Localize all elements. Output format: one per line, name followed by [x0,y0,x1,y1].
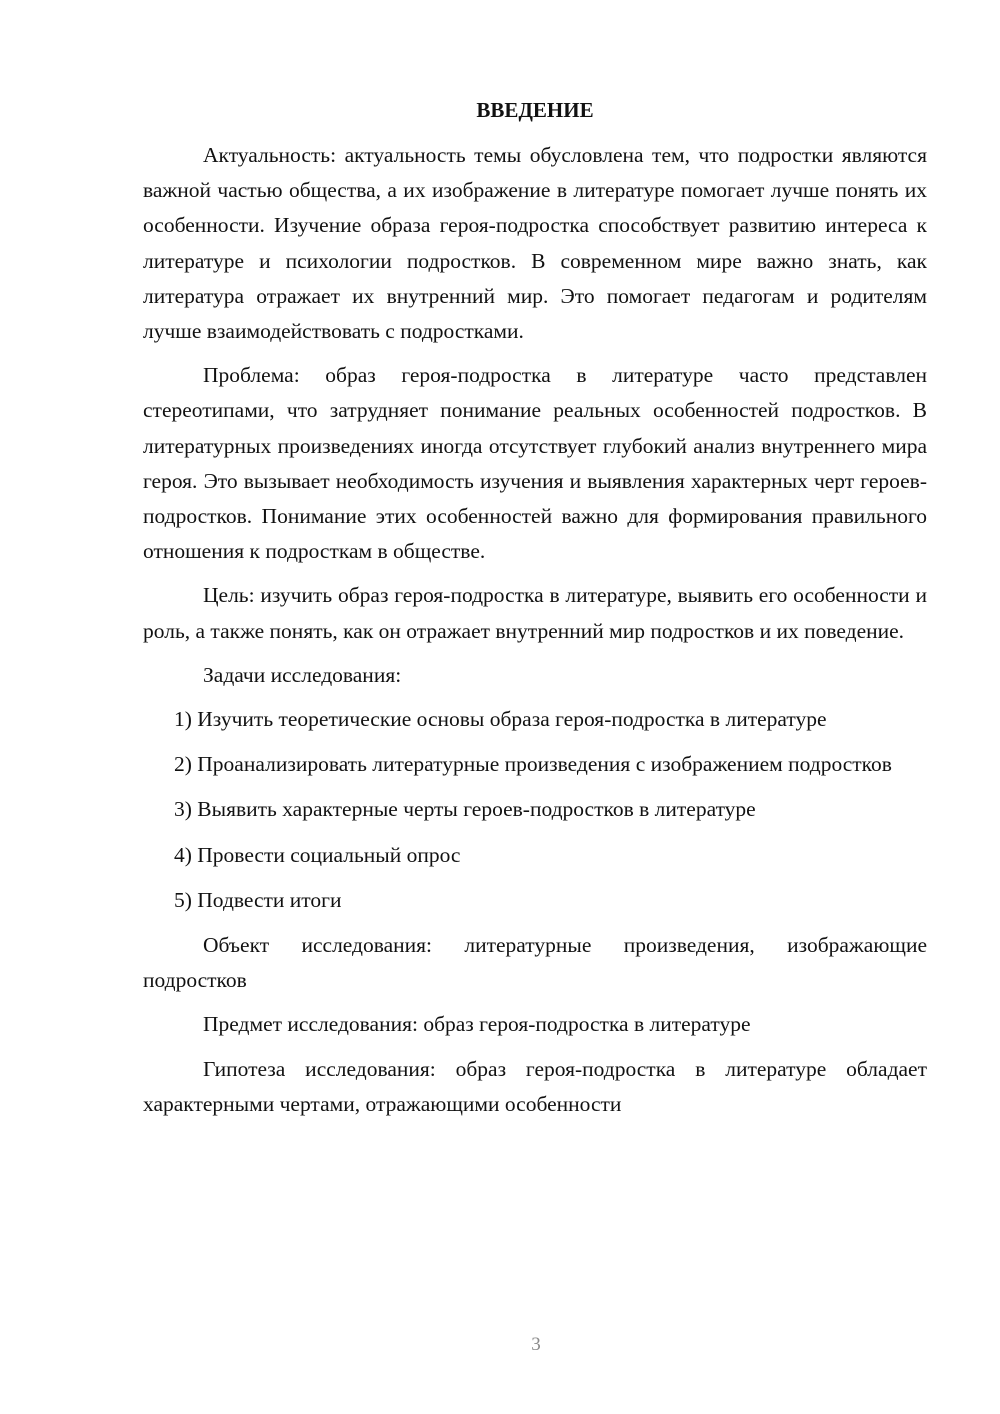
task-item: 5) Подвести итоги [174,887,342,912]
problem-paragraph: Проблема: образ героя-подростка в литературе часто представлен стереотипами, что затрудняет понимание реальных особенностей подростков. В литературных произведениях иногда отсутствует глубокий анализ внутреннего мира героя. Это вызывает необходимость изучения и выявления характерных черт героев-подростков. Понимание этих особенностей важно для формирования правильного отношения к подросткам в обществе. [143,363,927,564]
task-item: 1) Изучить теоретические основы образа героя-подростка в литературе [174,707,827,732]
tasks-title: Задачи исследования: [203,662,402,687]
task-item: 3) Выявить характерные черты героев-подростков в литературе [174,797,756,822]
relevance-paragraph: Актуальность: актуальность темы обусловлена тем, что подростки являются важной частью общества, а их изображение в литературе помогает лучше понять их особенности. Изучение образа героя-подростка способствует развитию интереса к литературе и психологии подростков. В современном мире важно знать, как литература отражает их внутренний мир. Это помогает педагогам и родителям лучше взаимодействовать с подростками. [143,143,927,344]
task-item: 4) Провести социальный опрос [174,842,461,867]
page-number: 3 [531,1334,541,1355]
page-content [143,96,927,1131]
object-paragraph: Объект исследования: литературные произведения, изображающие подростков [143,933,927,993]
subject-paragraph: Предмет исследования: образ героя-подростка в литературе [203,1012,751,1037]
goal-paragraph: Цель: изучить образ героя-подростка в литературе, выявить его особенности и роль, а также понять, как он отражает внутренний мир подростков и их поведение. [143,583,927,643]
hypothesis-paragraph: Гипотеза исследования: образ героя-подростка в литературе обладает характерными чертами, отражающими особенности [143,1056,927,1116]
tasks-list [143,702,927,918]
task-item: 2) Проанализировать литературные произведения с изображением подростков [174,752,892,777]
section-heading: ВВЕДЕНИЕ [476,98,594,122]
